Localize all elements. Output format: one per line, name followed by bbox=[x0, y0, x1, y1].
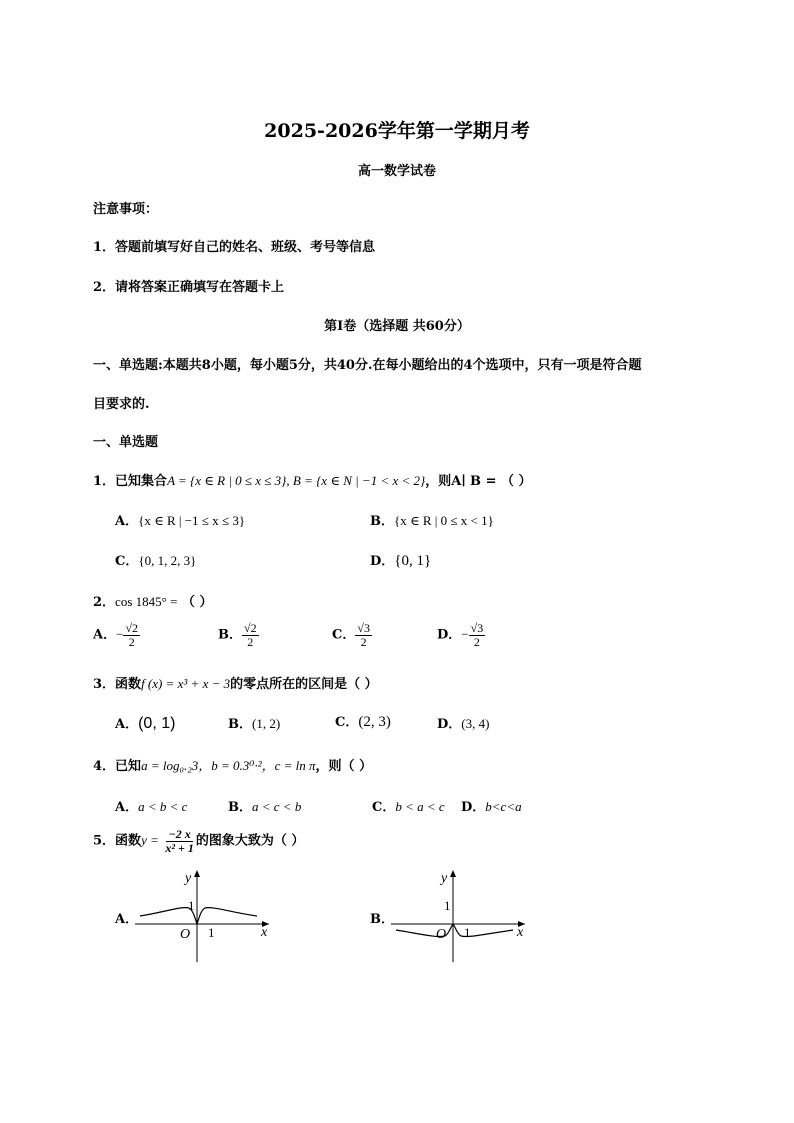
option-1d[interactable] bbox=[370, 550, 431, 570]
exam-title: 2025-2026学年第一学期月考 bbox=[264, 120, 530, 142]
option-3b[interactable] bbox=[228, 713, 280, 732]
question-prefix: 函数 bbox=[115, 833, 142, 849]
question-4 bbox=[93, 755, 372, 774]
question-math: A = {x ∈ R | 0 ≤ x ≤ 3}, B = {x ∈ N | −1 < x < 2} bbox=[167, 473, 426, 488]
question-prefix: 已知集合 bbox=[115, 474, 168, 489]
question-suffix: 的图象大致为（ ） bbox=[195, 833, 305, 849]
fraction-numerator: √3 bbox=[470, 621, 484, 635]
option-4a[interactable] bbox=[115, 796, 187, 815]
x-label: x bbox=[517, 925, 524, 940]
option-text: b<c<a bbox=[485, 799, 522, 814]
option-fraction bbox=[355, 622, 372, 648]
y-label: y bbox=[185, 871, 192, 886]
question-number: 1． bbox=[93, 474, 116, 489]
origin-label: O bbox=[180, 927, 191, 942]
option-fraction bbox=[242, 622, 259, 648]
option-label: A． bbox=[115, 717, 139, 732]
option-label: C． bbox=[372, 800, 396, 815]
option-4c[interactable] bbox=[372, 796, 445, 815]
function-fraction bbox=[163, 828, 195, 854]
x-tick-label: 1 bbox=[208, 925, 215, 940]
option-1a[interactable] bbox=[115, 510, 245, 529]
function-curve bbox=[396, 924, 513, 937]
section-title: 第I卷（选择题 共60分） bbox=[324, 319, 470, 334]
option-text: b < a < c bbox=[395, 799, 445, 814]
option-label: A． bbox=[115, 800, 139, 815]
fraction-denominator: 2 bbox=[473, 634, 480, 649]
fraction-numerator: −2 x bbox=[168, 827, 191, 841]
exam-subtitle: 高一数学试卷 bbox=[357, 164, 436, 179]
option-label: A． bbox=[115, 514, 139, 529]
question-prefix: 已知 bbox=[115, 759, 142, 774]
option-4b[interactable] bbox=[228, 796, 301, 815]
option-3c[interactable] bbox=[335, 711, 391, 731]
option-label: B． bbox=[228, 800, 252, 815]
section-intro-line2: 目要求的. bbox=[93, 397, 150, 412]
question-type-heading: 一、单选题 bbox=[93, 435, 159, 450]
fraction-denominator: 2 bbox=[360, 634, 367, 649]
option-1c[interactable] bbox=[115, 550, 196, 569]
graph-option-b bbox=[391, 866, 531, 966]
option-text: (3, 4) bbox=[461, 716, 490, 731]
option-sign: − bbox=[116, 626, 124, 642]
y-tick-label: 1 bbox=[188, 898, 195, 913]
option-2d[interactable] bbox=[437, 622, 485, 648]
notes-heading: 注意事项： bbox=[93, 202, 159, 217]
option-2b[interactable] bbox=[218, 622, 259, 648]
question-suffix: ，则（ ） bbox=[315, 759, 373, 774]
question-number: 3． bbox=[93, 677, 116, 692]
function-lhs: y = bbox=[141, 832, 159, 848]
question-prefix: 函数 bbox=[115, 677, 142, 692]
graph-option-a bbox=[135, 866, 275, 966]
option-2c[interactable] bbox=[332, 622, 372, 648]
option-3d[interactable] bbox=[437, 713, 489, 732]
question-number: 5． bbox=[93, 833, 116, 849]
option-4d[interactable] bbox=[461, 796, 522, 815]
note-item-2: 2．请将答案正确填写在答题卡上 bbox=[93, 280, 285, 295]
option-text: (1, 2) bbox=[252, 716, 281, 731]
option-label: D． bbox=[370, 554, 395, 569]
fraction-numerator: √3 bbox=[357, 621, 370, 635]
question-5 bbox=[93, 828, 304, 854]
question-suffix: ，则A∣ B = （ ） bbox=[425, 474, 532, 489]
option-text: {x ∈ R | −1 ≤ x ≤ 3} bbox=[138, 513, 246, 528]
option-label: D． bbox=[461, 800, 486, 815]
x-tick-label: 1 bbox=[464, 925, 471, 940]
option-label: C． bbox=[335, 715, 359, 730]
x-label: x bbox=[261, 925, 268, 940]
option-text: a < b < c bbox=[138, 799, 188, 814]
y-axis-arrow bbox=[450, 870, 456, 877]
fraction-denominator: x² + 1 bbox=[165, 840, 194, 855]
question-math: cos 1845° = bbox=[115, 594, 178, 609]
option-label: A． bbox=[93, 627, 117, 643]
option-text: {0, 1, 2, 3} bbox=[138, 553, 197, 568]
fraction-numerator: √2 bbox=[244, 621, 257, 635]
option-label: B． bbox=[370, 514, 394, 529]
question-math: f (x) = x³ + x − 3 bbox=[141, 676, 231, 691]
y-tick-label: 1 bbox=[444, 898, 451, 913]
fraction-denominator: 2 bbox=[128, 634, 135, 649]
option-label: D． bbox=[437, 717, 462, 732]
origin-label: O bbox=[436, 927, 447, 942]
option-fraction bbox=[123, 622, 140, 648]
option-text: a < c < b bbox=[252, 799, 302, 814]
option-text: {0, 1} bbox=[394, 553, 432, 569]
question-2 bbox=[93, 591, 212, 610]
question-1 bbox=[93, 470, 532, 489]
note-item-1: 1．答题前填写好自己的姓名、班级、考号等信息 bbox=[93, 240, 376, 255]
option-text: {x ∈ R | 0 ≤ x < 1} bbox=[394, 513, 494, 528]
option-1b[interactable] bbox=[370, 510, 494, 529]
question-number: 4． bbox=[93, 759, 116, 774]
option-label: C． bbox=[115, 554, 139, 569]
option-fraction bbox=[469, 622, 486, 648]
option-label: B． bbox=[218, 627, 242, 643]
question-suffix: 的零点所在的区间是（ ） bbox=[230, 677, 378, 692]
y-label: y bbox=[441, 871, 448, 886]
option-label: B． bbox=[228, 717, 252, 732]
option-3a[interactable] bbox=[115, 713, 175, 733]
option-sign: − bbox=[461, 626, 469, 642]
fraction-denominator: 2 bbox=[247, 634, 254, 649]
question-math: a = log₀.₂3，b = 0.3⁰·²，c = ln π bbox=[141, 758, 316, 773]
y-axis-arrow bbox=[194, 870, 200, 877]
option-label: D． bbox=[437, 627, 462, 643]
question-3 bbox=[93, 673, 378, 692]
function-curve bbox=[140, 908, 257, 924]
option-label: C． bbox=[332, 627, 356, 643]
question-number: 2． bbox=[93, 595, 116, 610]
option-label: A． bbox=[115, 912, 139, 927]
section-intro-line1: 一、单选题:本题共8小题，每小题5分，共40分.在每小题给出的4个选项中，只有一项是符合题 bbox=[93, 358, 642, 373]
option-label: B． bbox=[370, 912, 394, 927]
question-suffix: （ ） bbox=[177, 595, 213, 610]
option-text: (2, 3) bbox=[358, 714, 391, 730]
fraction-numerator: √2 bbox=[125, 621, 139, 635]
option-text: (0, 1) bbox=[138, 715, 176, 732]
option-2a[interactable] bbox=[93, 622, 140, 648]
